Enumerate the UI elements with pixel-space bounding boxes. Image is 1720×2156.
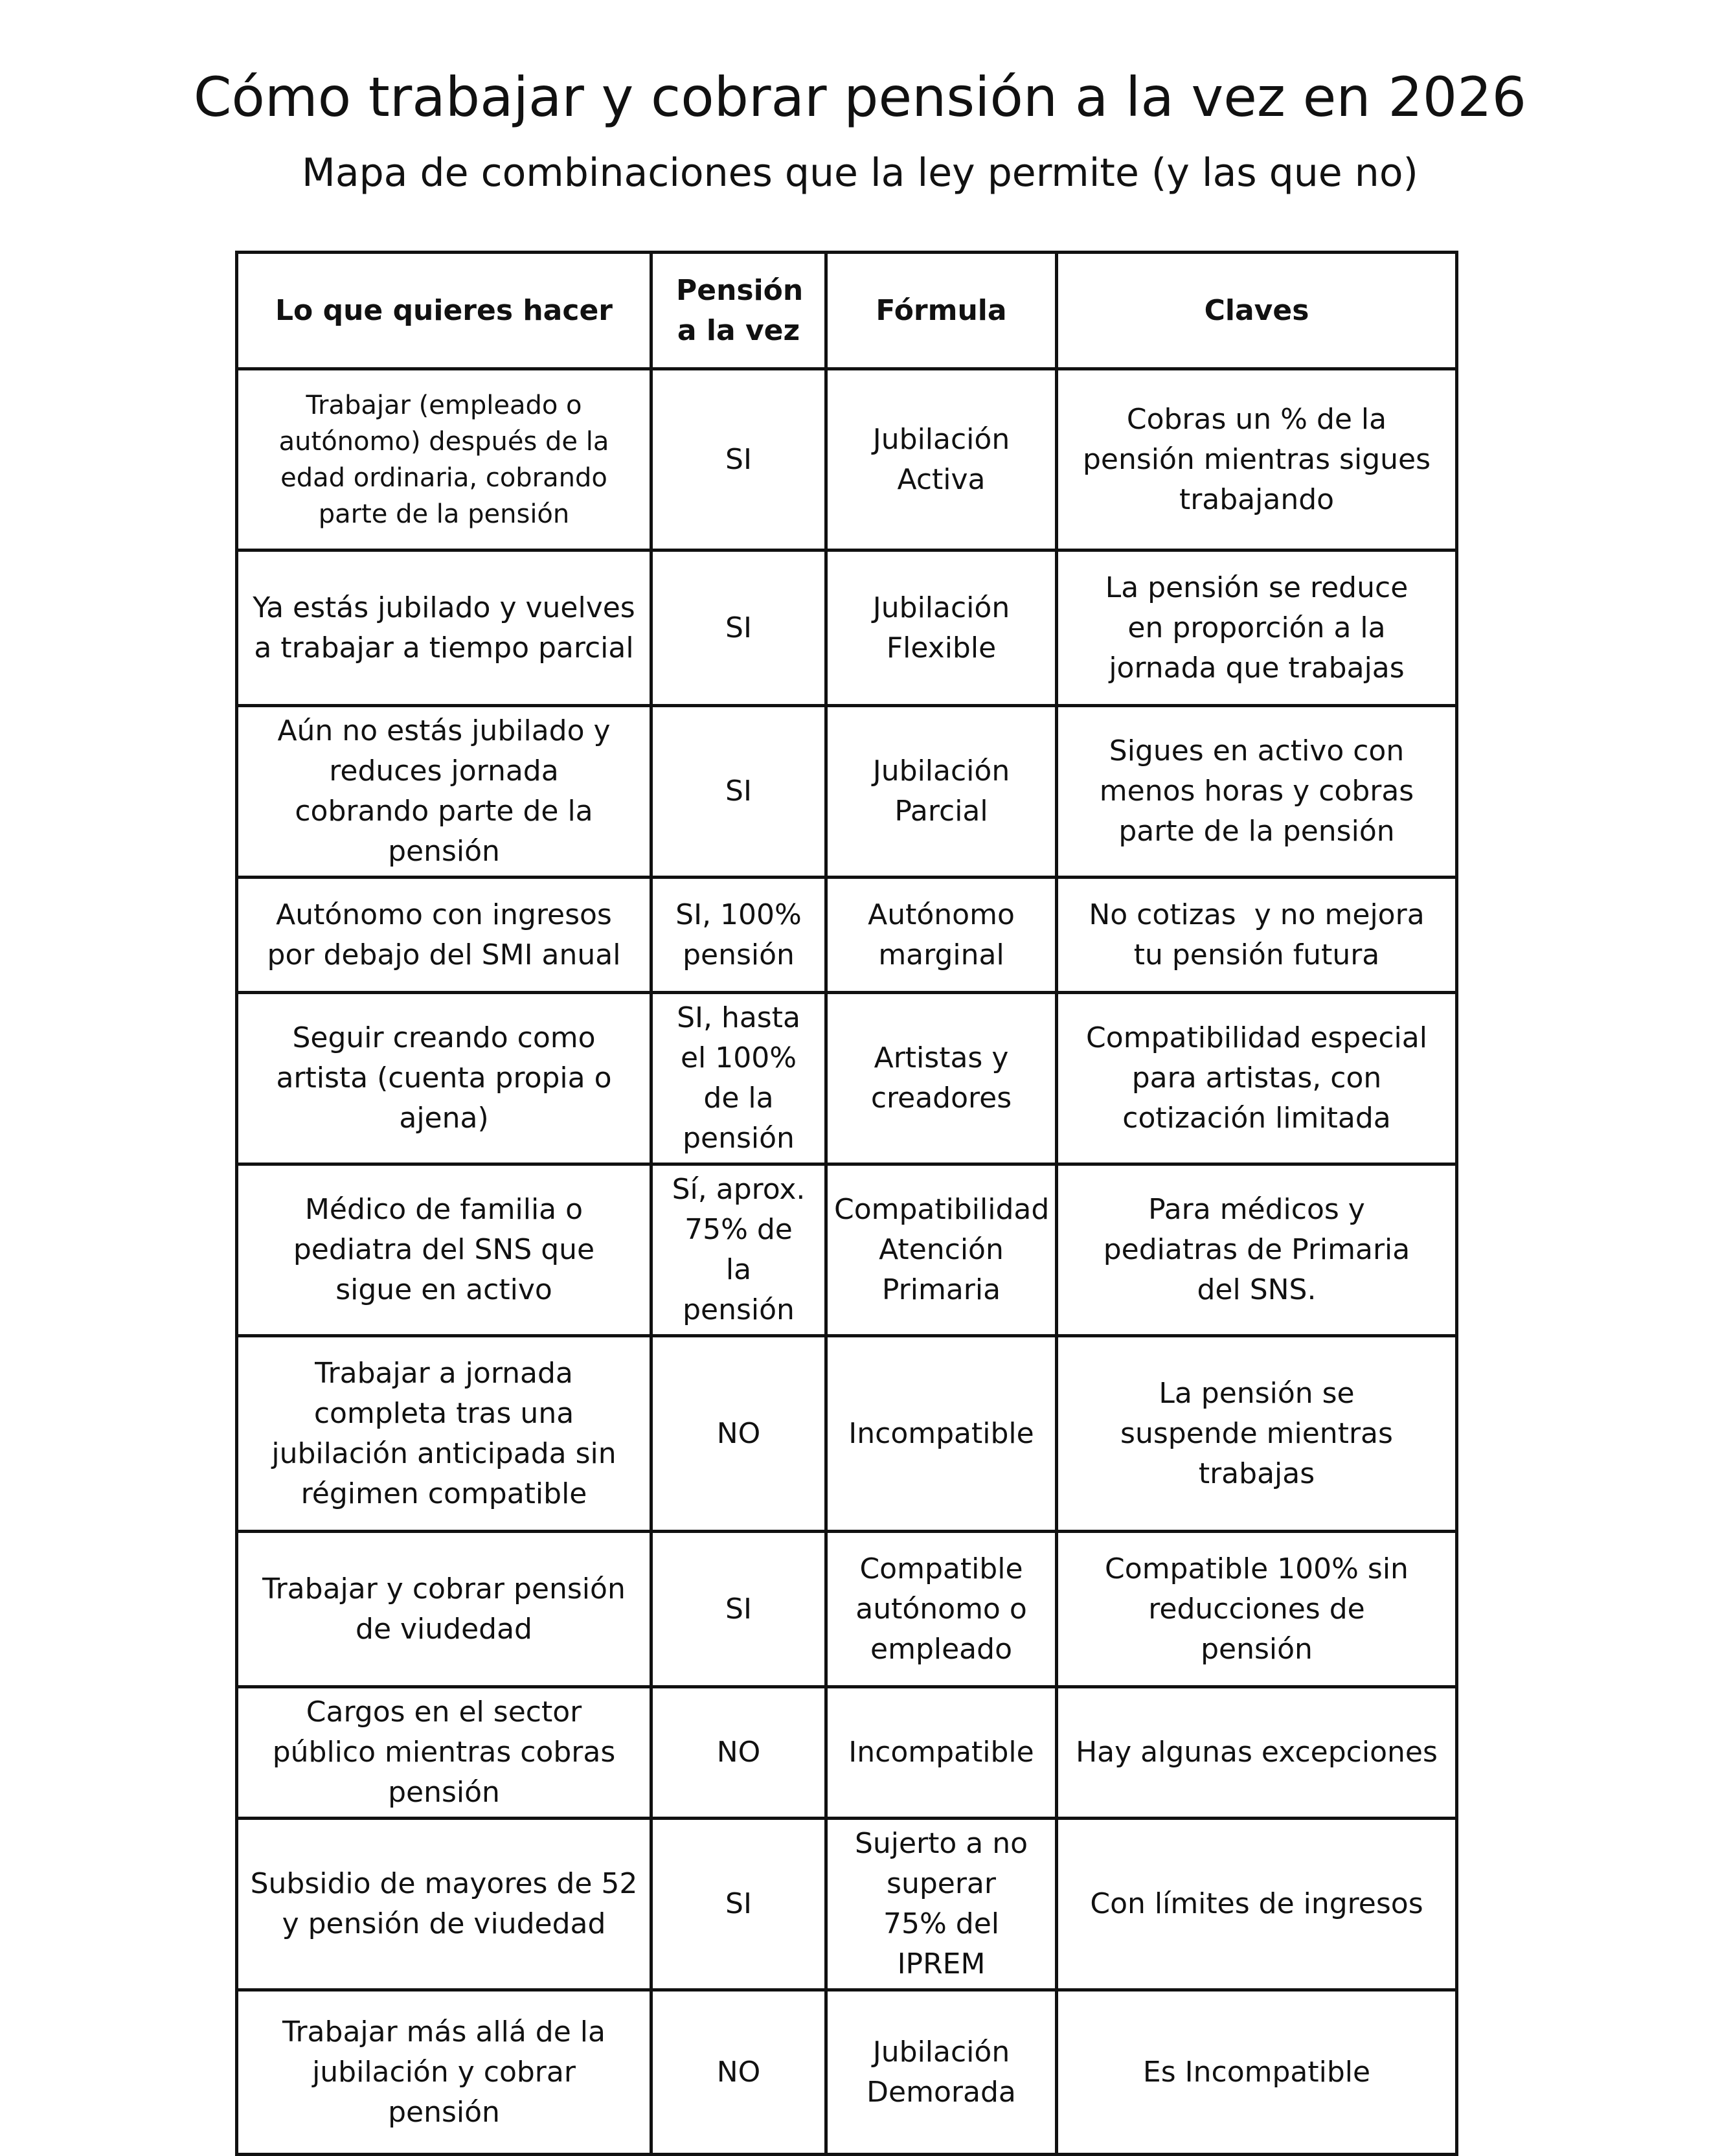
cell-what: Trabajar (empleado o autónomo) después de la edad ordinaria, cobrando parte de la pensión bbox=[237, 369, 651, 550]
cell-pension: Sí, aprox. 75% de la pensión bbox=[651, 1164, 826, 1336]
cell-formula: Jubilación Flexible bbox=[826, 550, 1057, 706]
cell-formula: Incompatible bbox=[826, 1336, 1057, 1532]
cell-what: Subsidio de mayores de 52 y pensión de viudedad bbox=[237, 1819, 651, 1990]
table-row bbox=[237, 1164, 1457, 1336]
cell-keys: Hay algunas excepciones bbox=[1057, 1687, 1457, 1819]
cell-keys: Compatibilidad especial para artistas, con cotización limitada bbox=[1057, 993, 1457, 1164]
cell-keys: Compatible 100% sin reducciones de pensión bbox=[1057, 1532, 1457, 1687]
cell-formula: Artistas y creadores bbox=[826, 993, 1057, 1164]
table-row bbox=[237, 1687, 1457, 1819]
cell-pension: NO bbox=[651, 1990, 826, 2155]
header-pension: Pensión a la vez bbox=[651, 253, 826, 369]
cell-what: Aún no estás jubilado y reduces jornada cobrando parte de la pensión bbox=[237, 706, 651, 878]
cell-pension: NO bbox=[651, 1336, 826, 1532]
cell-pension: SI bbox=[651, 1819, 826, 1990]
table-row bbox=[237, 878, 1457, 993]
cell-pension: SI bbox=[651, 706, 826, 878]
cell-formula: Sujerto a no superar 75% del IPREM bbox=[826, 1819, 1057, 1990]
page-title: Cómo trabajar y cobrar pensión a la vez en 2026 bbox=[193, 65, 1527, 129]
table-row bbox=[237, 1532, 1457, 1687]
cell-formula: Jubilación Parcial bbox=[826, 706, 1057, 878]
table-row bbox=[237, 369, 1457, 550]
header-keys: Claves bbox=[1057, 253, 1457, 369]
cell-formula: Compatible autónomo o empleado bbox=[826, 1532, 1057, 1687]
table-row bbox=[237, 1990, 1457, 2155]
cell-what: Ya estás jubilado y vuelves a trabajar a tiempo parcial bbox=[237, 550, 651, 706]
table-row bbox=[237, 993, 1457, 1164]
table-row bbox=[237, 706, 1457, 878]
table-row bbox=[237, 550, 1457, 706]
header-what: Lo que quieres hacer bbox=[237, 253, 651, 369]
cell-keys: La pensión se reduce en proporción a la jornada que trabajas bbox=[1057, 550, 1457, 706]
header-formula: Fórmula bbox=[826, 253, 1057, 369]
cell-formula: Jubilación Demorada bbox=[826, 1990, 1057, 2155]
cell-pension: SI bbox=[651, 550, 826, 706]
cell-keys: Para médicos y pediatras de Primaria del SNS. bbox=[1057, 1164, 1457, 1336]
cell-pension: SI, hasta el 100% de la pensión bbox=[651, 993, 826, 1164]
cell-pension: NO bbox=[651, 1687, 826, 1819]
cell-pension: SI bbox=[651, 1532, 826, 1687]
cell-keys: Con límites de ingresos bbox=[1057, 1819, 1457, 1990]
cell-keys: No cotizas y no mejora tu pensión futura bbox=[1057, 878, 1457, 993]
cell-what: Autónomo con ingresos por debajo del SMI anual bbox=[237, 878, 651, 993]
cell-keys: La pensión se suspende mientras trabajas bbox=[1057, 1336, 1457, 1532]
cell-formula: Compatibilidad Atención Primaria bbox=[826, 1164, 1057, 1336]
table-row bbox=[237, 1336, 1457, 1532]
cell-formula: Incompatible bbox=[826, 1687, 1057, 1819]
cell-what: Seguir creando como artista (cuenta propia o ajena) bbox=[237, 993, 651, 1164]
cell-what: Médico de familia o pediatra del SNS que sigue en activo bbox=[237, 1164, 651, 1336]
cell-keys: Cobras un % de la pensión mientras sigues trabajando bbox=[1057, 369, 1457, 550]
page-subtitle: Mapa de combinaciones que la ley permite (y las que no) bbox=[302, 150, 1418, 196]
cell-what: Trabajar más allá de la jubilación y cobrar pensión bbox=[237, 1990, 651, 2155]
cell-what: Cargos en el sector público mientras cobras pensión bbox=[237, 1687, 651, 1819]
cell-keys: Sigues en activo con menos horas y cobras parte de la pensión bbox=[1057, 706, 1457, 878]
cell-what: Trabajar y cobrar pensión de viudedad bbox=[237, 1532, 651, 1687]
cell-pension: SI, 100% pensión bbox=[651, 878, 826, 993]
cell-formula: Jubilación Activa bbox=[826, 369, 1057, 550]
table-row bbox=[237, 1819, 1457, 1990]
cell-keys: Es Incompatible bbox=[1057, 1990, 1457, 2155]
cell-pension: SI bbox=[651, 369, 826, 550]
table-header-row bbox=[237, 253, 1457, 369]
cell-formula: Autónomo marginal bbox=[826, 878, 1057, 993]
compatibility-table bbox=[235, 251, 1458, 2156]
cell-what: Trabajar a jornada completa tras una jubilación anticipada sin régimen compatible bbox=[237, 1336, 651, 1532]
